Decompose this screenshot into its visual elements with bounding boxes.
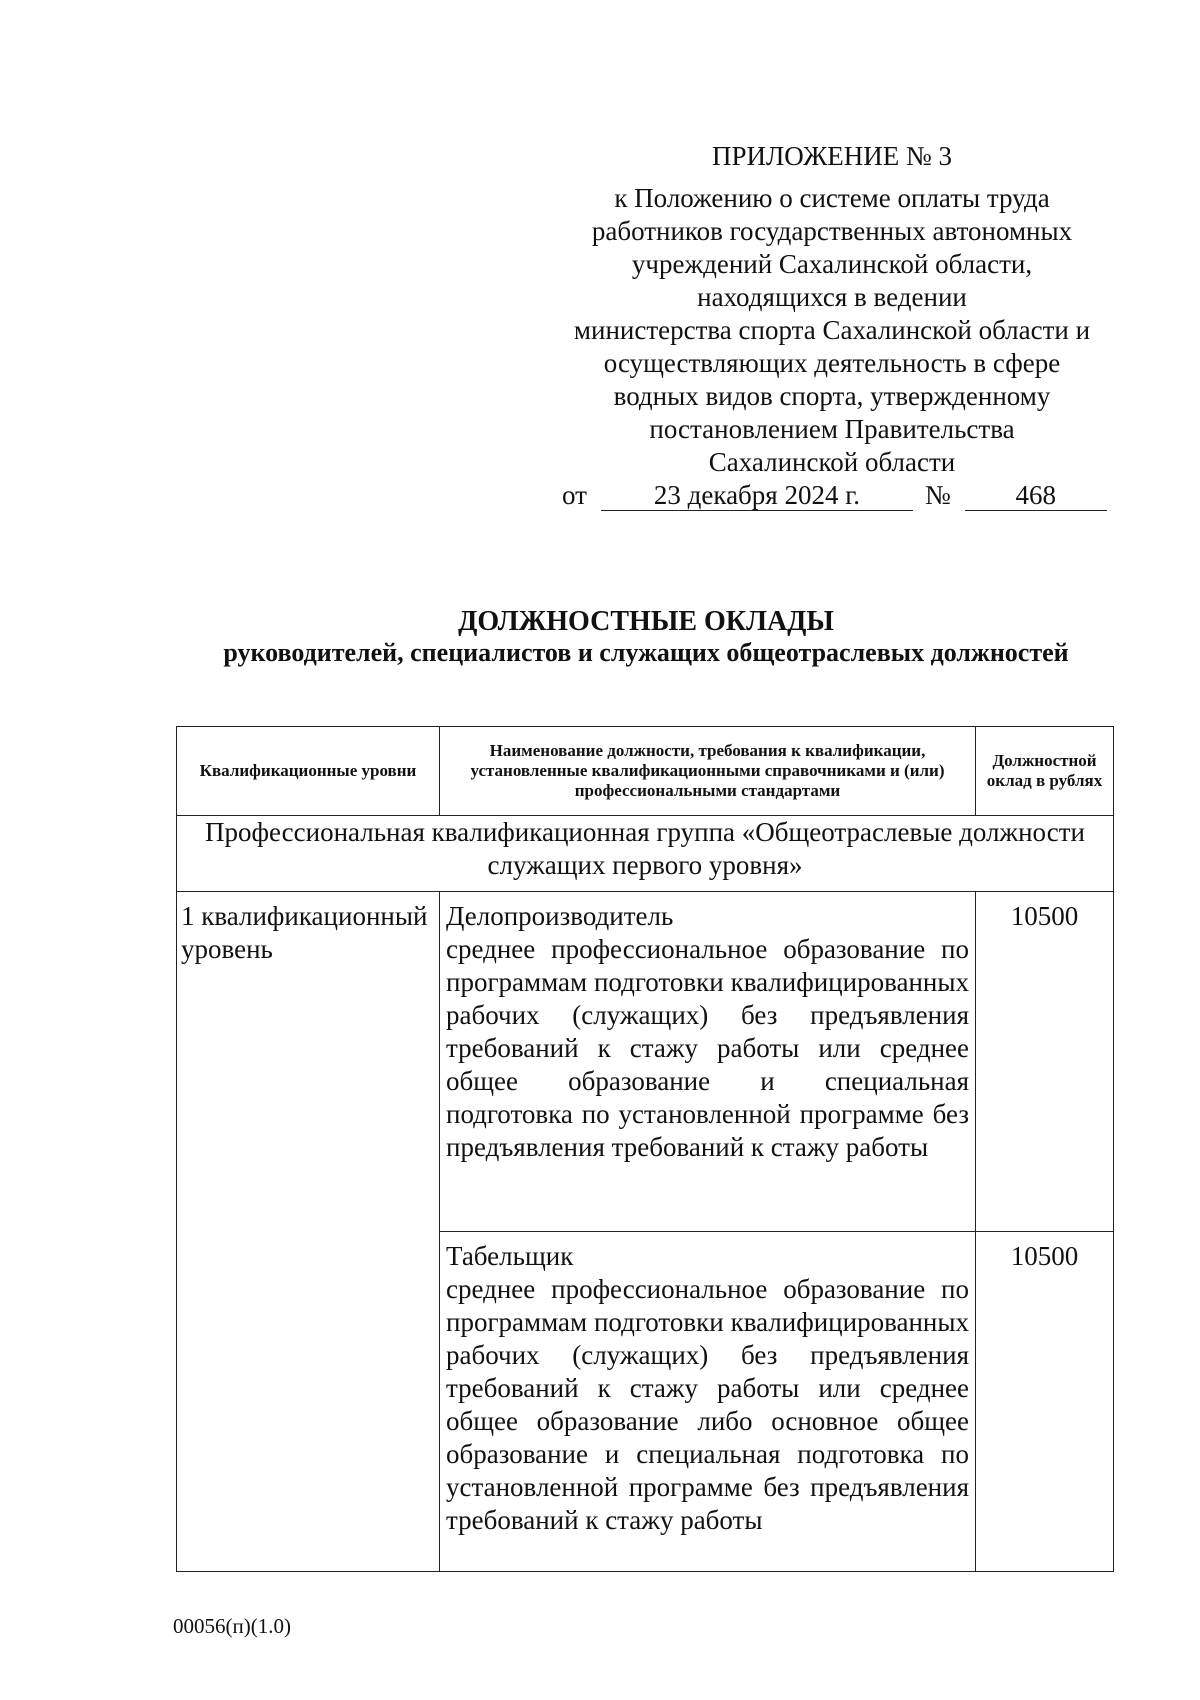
- decree-date: 23 декабря 2024 г.: [601, 480, 913, 511]
- position-requirements: среднее профессиональное образование по программам подготовки квалифицированных рабочих (служащих) без предъявления требований к стажу работы или среднее общее образование и специальная подготовка по установленной программе без предъявления требований к стажу работы: [446, 934, 969, 1162]
- salary-table: [176, 726, 1114, 1572]
- table-row: [177, 892, 1114, 1232]
- position-requirements: среднее профессиональное образование по программам подготовки квалифицированных рабочих (служащих) без предъявления требований к стажу работы или среднее общее образование либо основное общее образование и специальная подготовка по установленной программе без предъявления требований к стажу работы: [446, 1274, 969, 1535]
- group-title: Профессиональная квалификационная группа «Общеотраслевые должности служащих первого уровня»: [177, 816, 1114, 892]
- header-levels: Квалификационные уровни: [177, 727, 440, 816]
- group-row: [177, 816, 1114, 892]
- number-sign: №: [924, 480, 951, 510]
- header-salary: Должностной оклад в рублях: [976, 727, 1114, 816]
- appendix-title: ПРИЛОЖЕНИЕ № 3: [711, 141, 953, 171]
- table-header-row: [177, 727, 1114, 816]
- appendix-line: постановлением Правительства: [649, 414, 1015, 444]
- appendix-line: находящихся в ведении: [697, 282, 967, 312]
- position-cell: [440, 1232, 976, 1572]
- document-subtitle: руководителей, специалистов и служащих общеотраслевых должностей: [223, 638, 1069, 667]
- appendix-line: министерства спорта Сахалинской области и: [573, 315, 1091, 345]
- appendix-line: осуществляющих деятельность в сфере: [603, 348, 1061, 378]
- appendix-line: Сахалинской области: [708, 447, 956, 477]
- appendix-block: [548, 140, 1116, 512]
- salary-cell: 10500: [976, 1232, 1114, 1572]
- appendix-line: к Положению о системе оплаты труда: [614, 183, 1050, 213]
- header-position: Наименование должности, требования к квалификации, установленные квалификационными справочниками и (или) профессиональными стандартами: [440, 727, 976, 816]
- document-title: ДОЛЖНОСТНЫЕ ОКЛАДЫ: [458, 606, 834, 637]
- appendix-line: работников государственных автономных: [591, 216, 1073, 246]
- appendix-line: водных видов спорта, утвержденному: [613, 381, 1051, 411]
- position-name: Табельщик: [446, 1241, 574, 1271]
- document-code: 00056(п)(1.0): [173, 1614, 291, 1638]
- decree-number: 468: [965, 480, 1107, 511]
- salary-cell: 10500: [976, 892, 1114, 1232]
- appendix-line: учреждений Сахалинской области,: [631, 249, 1033, 279]
- document-heading: [176, 606, 1116, 668]
- level-cell: 1 квалификационный уровень: [177, 892, 440, 1572]
- position-name: Делопроизводитель: [446, 901, 674, 931]
- decree-date-line: [562, 479, 1116, 512]
- position-cell: [440, 892, 976, 1232]
- date-prefix: от: [562, 480, 587, 510]
